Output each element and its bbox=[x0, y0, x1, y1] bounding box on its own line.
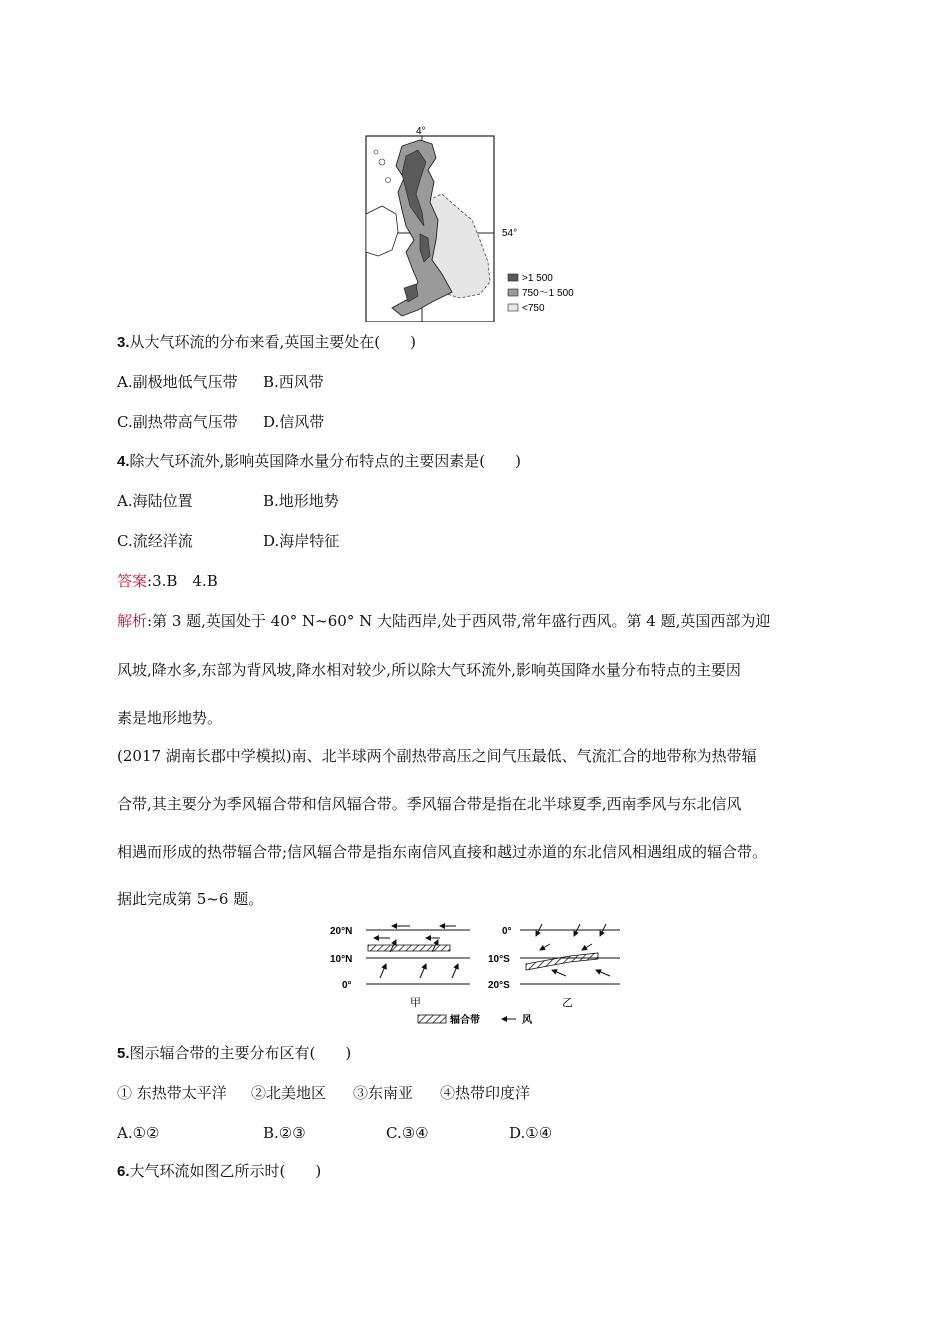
intro-line-2: 合带,其主要分为季风辐合带和信风辐合带。季风辐合带是指在北半球夏季,西南季风与东北信风 bbox=[117, 795, 742, 813]
q3-option-d[interactable]: D.信风带 bbox=[263, 413, 325, 431]
q4-option-a[interactable]: A.海陆位置 bbox=[117, 492, 193, 510]
question-number: 6. bbox=[117, 1163, 130, 1180]
right-lat-label: 0° bbox=[502, 926, 512, 937]
intro-line-4: 据此完成第 5~6 题。 bbox=[117, 890, 264, 908]
q5-stem-line bbox=[117, 1043, 351, 1064]
q4-option-d[interactable]: D.海岸特征 bbox=[263, 532, 340, 550]
q5-item-1: ① 东热带太平洋 bbox=[117, 1084, 227, 1102]
intro-line-1: (2017 湖南长郡中学模拟)南、北半球两个副热带高压之间气压最低、气流汇合的地带称为热带辐 bbox=[117, 747, 757, 765]
q3-stem-line bbox=[117, 332, 416, 353]
legend-label: >1 500 bbox=[522, 273, 553, 284]
question-number: 4. bbox=[117, 453, 130, 470]
intro-line-3: 相遇而形成的热带辐合带;信风辐合带是指东南信风直接和越过赤道的东北信风相遇组成的辐合带。 bbox=[117, 843, 768, 861]
legend-band-label: 辐合带 bbox=[450, 1015, 480, 1026]
question-number: 3. bbox=[117, 334, 130, 351]
uk-precipitation-map bbox=[362, 122, 612, 322]
analysis-line-3: 素是地形地势。 bbox=[117, 709, 223, 727]
q3-option-a[interactable]: A.副极地低气压带 bbox=[117, 373, 238, 391]
legend-label: 750～1 500 bbox=[522, 288, 574, 299]
answer-label: 答案 bbox=[117, 572, 148, 590]
analysis-label: 解析 bbox=[117, 612, 148, 630]
legend-label: <750 bbox=[522, 303, 545, 314]
q5-option-d[interactable]: D.①④ bbox=[509, 1124, 553, 1142]
question-stem: 大气环流如图乙所示时( ) bbox=[129, 1162, 322, 1180]
q3-option-c[interactable]: C.副热带高气压带 bbox=[117, 413, 238, 431]
latitude-label: 54° bbox=[502, 228, 518, 239]
convergence-zone-diagram bbox=[330, 920, 630, 1030]
map-legend bbox=[508, 273, 574, 314]
question-number: 5. bbox=[117, 1045, 130, 1062]
left-lat-label: 10°N bbox=[330, 954, 353, 965]
q5-item-2: ②北美地区 bbox=[251, 1084, 327, 1102]
q5-item-4: ④热带印度洋 bbox=[440, 1084, 531, 1102]
analysis-text: :第 3 题,英国处于 40° N~60° N 大陆西岸,处于西风带,常年盛行西风。第 4 题,英国西部为迎 bbox=[147, 612, 771, 630]
q3-option-b[interactable]: B.西风带 bbox=[263, 373, 324, 391]
right-caption: 乙 bbox=[562, 997, 573, 1009]
right-lat-label: 10°S bbox=[488, 954, 510, 965]
question-stem: 图示辐合带的主要分布区有( ) bbox=[129, 1044, 352, 1062]
q5-option-a[interactable]: A.①② bbox=[117, 1124, 160, 1142]
answer-line bbox=[117, 571, 218, 591]
q6-stem-line bbox=[117, 1161, 321, 1182]
legend-wind-label: 风 bbox=[522, 1015, 532, 1026]
q4-stem-line bbox=[117, 451, 521, 472]
left-lat-label: 0° bbox=[342, 980, 352, 991]
q4-option-c[interactable]: C.流经洋流 bbox=[117, 532, 193, 550]
longitude-label: 4° bbox=[416, 126, 426, 137]
question-stem: 除大气环流外,影响英国降水量分布特点的主要因素是( ) bbox=[129, 452, 521, 470]
q4-option-b[interactable]: B.地形地势 bbox=[263, 492, 339, 510]
q5-item-3: ③东南亚 bbox=[353, 1084, 414, 1102]
question-stem: 从大气环流的分布来看,英国主要处在( ) bbox=[129, 333, 416, 351]
left-lat-label: 20°N bbox=[330, 926, 353, 937]
q5-option-b[interactable]: B.②③ bbox=[263, 1124, 306, 1142]
answer-text: :3.B 4.B bbox=[147, 572, 218, 590]
left-caption: 甲 bbox=[410, 997, 421, 1009]
right-lat-label: 20°S bbox=[488, 980, 510, 991]
q5-option-c[interactable]: C.③④ bbox=[386, 1124, 429, 1142]
ireland bbox=[366, 206, 398, 256]
analysis-line-2: 风坡,降水多,东部为背风坡,降水相对较少,所以除大气环流外,影响英国降水量分布特点的主要因 bbox=[117, 661, 741, 679]
analysis-line-1 bbox=[117, 611, 770, 631]
